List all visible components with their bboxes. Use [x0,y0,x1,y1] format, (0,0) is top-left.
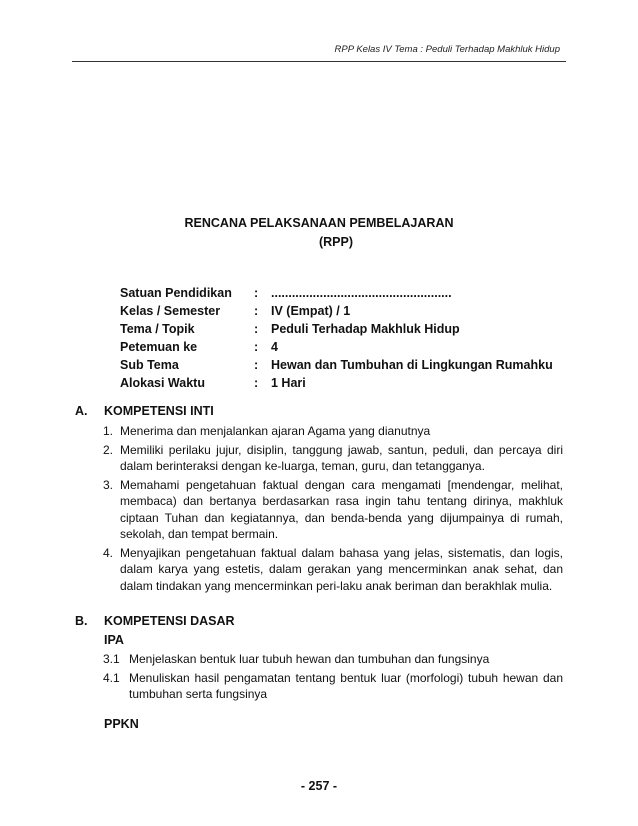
identity-value: Peduli Terhadap Makhluk Hidup [271,322,460,336]
list-item [103,670,563,703]
subject-ipa-heading: IPA [104,633,124,647]
list-item [103,477,563,543]
list-item [103,545,563,595]
item-number: 4. [103,545,114,560]
identity-value: 4 [271,340,278,354]
kompetensi-dasar-list [103,651,563,705]
identity-value: Hewan dan Tumbuhan di Lingkungan Rumahku [271,358,553,372]
identity-label: Petemuan ke [120,340,198,354]
list-item [103,423,563,440]
item-text: Memiliki perilaku jujur, disiplin, tanggung jawab, santun, peduli, dan percaya diri dalam berinteraksi dengan ke-luarga, teman, guru, dan tetangganya. [120,442,563,473]
subject-ppkn-heading: PPKN [104,717,139,731]
identity-value: .................................................... [271,286,452,300]
identity-row [120,286,580,304]
section-title: KOMPETENSI DASAR [104,614,235,628]
identity-value: 1 Hari [271,376,306,390]
identity-row [120,376,580,394]
page-number: - 257 - [300,779,338,793]
identity-value: IV (Empat) / 1 [271,304,351,318]
identity-colon: : [254,358,259,372]
item-number: 2. [103,442,114,457]
identity-colon: : [254,286,259,300]
item-text: Menerima dan menjalankan ajaran Agama yang dianutnya [120,424,431,438]
item-number: 1. [103,424,114,438]
identity-colon: : [254,322,259,336]
identity-label: Alokasi Waktu [120,376,205,390]
identity-colon: : [254,340,259,354]
list-item [103,651,563,668]
document-subtitle: (RPP) [318,235,354,249]
identity-label: Kelas / Semester [120,304,221,318]
section-title: KOMPETENSI INTI [104,404,214,418]
item-text: Menuliskan hasil pengamatan tentang bentuk luar (morfologi) tubuh hewan dan tumbuhan serta fungsinya [129,670,563,701]
running-header: RPP Kelas IV Tema : Peduli Terhadap Makhluk Hidup [334,44,560,55]
identity-row [120,322,580,340]
identity-label: Satuan Pendidikan [120,286,232,300]
identity-colon: : [254,376,259,390]
identity-table [120,286,580,394]
item-number: 3. [103,477,114,492]
section-letter: A. [75,404,88,418]
identity-label: Sub Tema [120,358,179,372]
identity-row [120,340,580,358]
document-title: RENCANA PELAKSANAAN PEMBELAJARAN [184,216,454,230]
list-item [103,442,563,475]
item-number: 4.1 [103,670,120,685]
item-text: Menyajikan pengetahuan faktual dalam bahasa yang jelas, sistematis, dan logis, dalam karya yang estetis, dalam gerakan yang mencerminkan anak sehat, dan dalam tindakan yang mencerminkan peri-laku anak beriman dan berakhlak mulia. [120,545,563,593]
item-number: 3.1 [103,652,120,666]
identity-label: Tema / Topik [120,322,195,336]
identity-row [120,358,580,376]
identity-colon: : [254,304,259,318]
section-letter: B. [75,614,88,628]
item-text: Menjelaskan bentuk luar tubuh hewan dan tumbuhan dan fungsinya [129,652,490,666]
header-rule [72,61,566,62]
kompetensi-inti-list [103,423,563,596]
identity-row [120,304,580,322]
item-text: Memahami pengetahuan faktual dengan cara mengamati [mendengar, melihat, membaca) dan bertanya berdasarkan rasa ingin tahu tentang dirinya, makhluk ciptaan Tuhan dan kegiatannya, dan benda-benda yang dijumpainya di rumah, sekolah, dan tempat bermain. [120,477,563,541]
